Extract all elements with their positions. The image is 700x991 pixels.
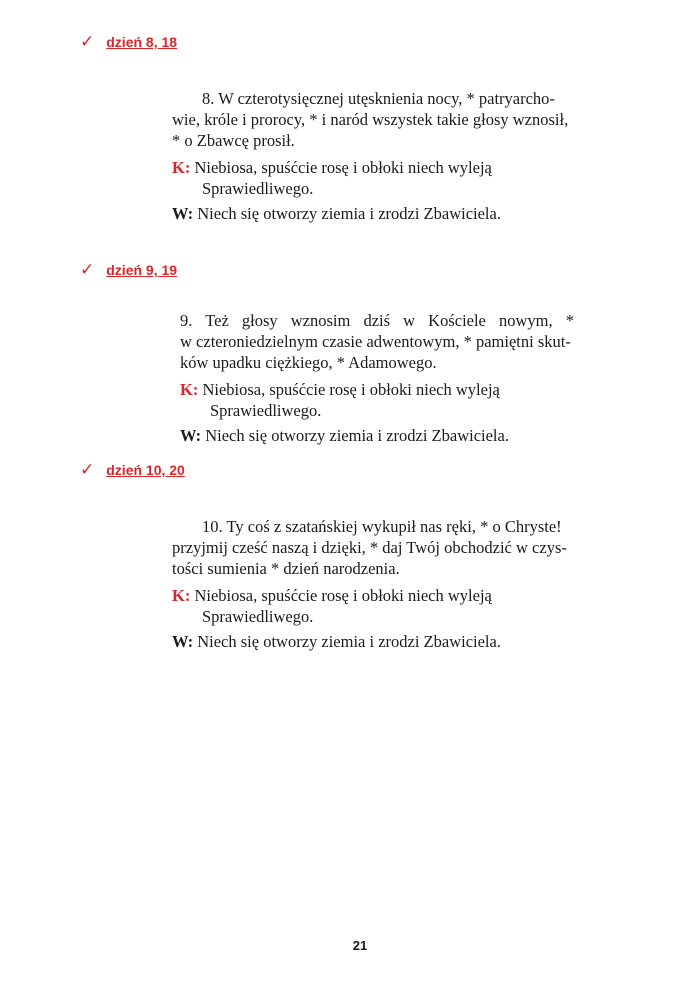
response-k-cont: Sprawiedliwego.	[202, 179, 314, 198]
response-k-cont: Sprawiedliwego.	[202, 607, 314, 626]
response-w-text: Niech się otworzy ziemia i zrodzi Zbawiciela.	[197, 632, 501, 651]
response-k	[180, 379, 574, 421]
people-label: W:	[180, 426, 202, 445]
cantor-label: K:	[172, 158, 191, 177]
verse-line: tości sumienia * dzień narodzenia.	[172, 559, 400, 578]
response-k-text: Niebiosa, spuśćcie rosę i obłoki niech wyleją	[194, 158, 492, 177]
verse-line: ków upadku ciężkiego, * Adamowego.	[180, 353, 437, 372]
verse-block-9	[180, 310, 574, 446]
checkmark-icon: ✓	[80, 460, 95, 479]
response-k-text: Niebiosa, spuśćcie rosę i obłoki niech wyleją	[194, 586, 492, 605]
response-w-text: Niech się otworzy ziemia i zrodzi Zbawiciela.	[197, 204, 501, 223]
page-number: 21	[352, 938, 368, 953]
verse-line: 9. Też głosy wznosim dziś w Kościele nowym, *	[180, 311, 574, 330]
people-label: W:	[172, 632, 194, 651]
response-k-cont: Sprawiedliwego.	[210, 401, 322, 420]
verse-line: w czteroniedzielnym czasie adwentowym, * pamiętni skut-	[180, 332, 571, 351]
verse-block-8	[172, 88, 580, 224]
cantor-label: K:	[180, 380, 199, 399]
response-k-text: Niebiosa, spuśćcie rosę i obłoki niech wyleją	[202, 380, 500, 399]
verse-block-10	[172, 516, 592, 652]
response-w	[172, 631, 592, 652]
verse-text	[180, 310, 574, 373]
day-heading-10-20	[80, 460, 185, 480]
cantor-label: K:	[172, 586, 191, 605]
verse-line: 8. W czterotysięcznej utęsknienia nocy, * patryarcho-	[202, 89, 555, 108]
day-heading-9-19	[80, 260, 177, 280]
verse-text	[172, 88, 580, 151]
response-k	[172, 585, 592, 627]
checkmark-icon: ✓	[80, 260, 95, 279]
response-w-text: Niech się otworzy ziemia i zrodzi Zbawiciela.	[205, 426, 509, 445]
verse-line: * o Zbawcę prosił.	[172, 131, 295, 150]
response-w	[180, 425, 574, 446]
day-label: dzień 9, 19	[106, 262, 178, 278]
checkmark-icon: ✓	[80, 32, 95, 51]
verse-text	[172, 516, 592, 579]
people-label: W:	[172, 204, 194, 223]
response-w	[172, 203, 580, 224]
day-heading-8-18	[80, 32, 177, 52]
response-k	[172, 157, 580, 199]
verse-line: przyjmij cześć naszą i dzięki, * daj Twój obchodzić w czys-	[172, 538, 567, 557]
verse-line: wie, króle i prorocy, * i naród wszystek takie głosy wznosił,	[172, 110, 569, 129]
day-label: dzień 10, 20	[106, 462, 185, 478]
verse-line: 10. Ty coś z szatańskiej wykupił nas ręki, * o Chryste!	[202, 517, 562, 536]
day-label: dzień 8, 18	[106, 34, 178, 50]
